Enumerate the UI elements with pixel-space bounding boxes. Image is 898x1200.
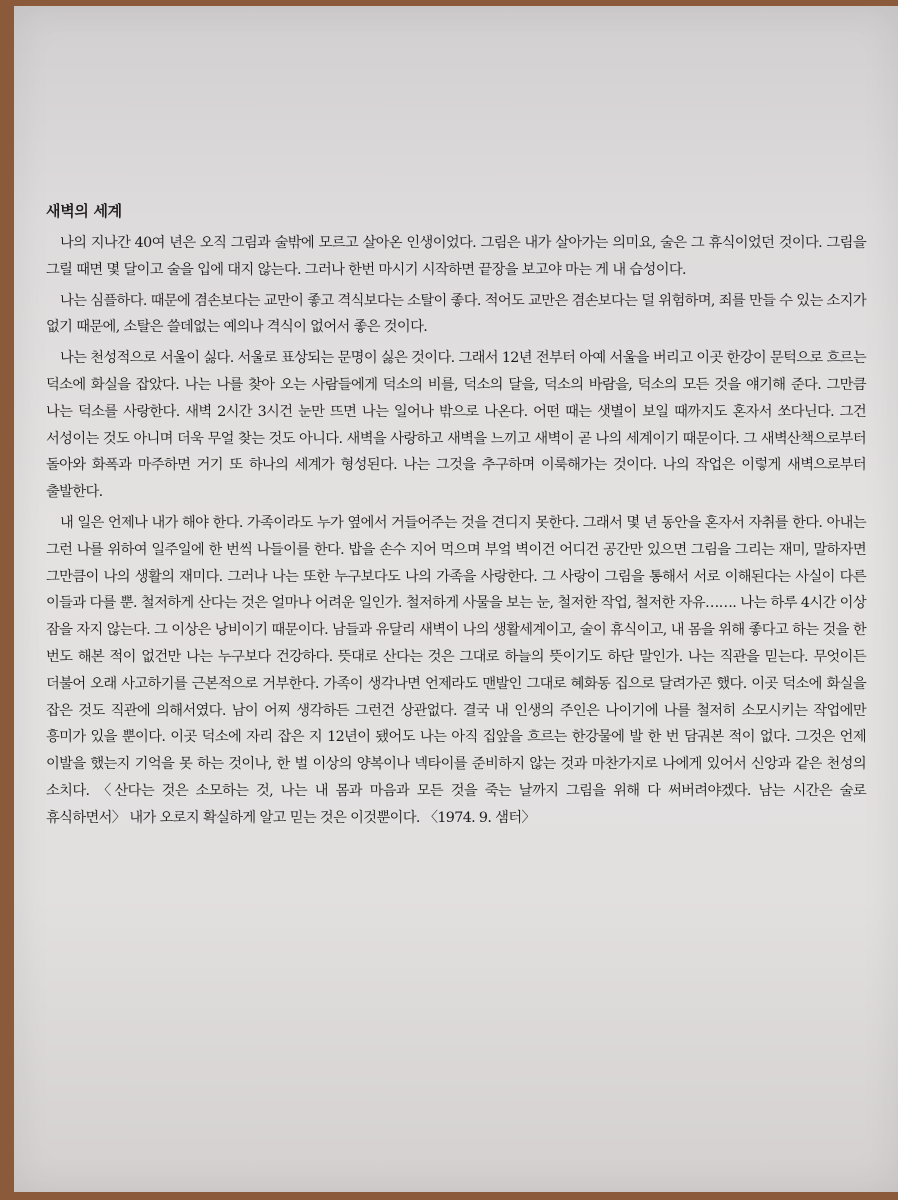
- paragraph-3: 나는 천성적으로 서울이 싫다. 서울로 표상되는 문명이 싫은 것이다. 그래서 12년 전부터 아예 서울을 버리고 이곳 한강이 문턱으로 흐르는 덕소에 화실을 잡았다. 나는 나를 찾아 오는 사람들에게 덕소의 비를, 덕소의 달을, 덕소의 바람을, 덕소의 모든 것을 얘기해 준다. 그만큼 나는 덕소를 사랑한다. 새벽 2시간 3시건 눈만 뜨면 나는 일어나 밖으로 나온다. 어떤 때는 샛별이 보일 때까지도 혼자서 쏘다닌다. 그건 서성이는 것도 아니며 더욱 무얼 찾는 것도 아니다. 새벽을 사랑하고 새벽을 느끼고 새벽이 곧 나의 세계이기 때문이다. 그 새벽산책으로부터 돌아와 화폭과 마주하면 거기 또 하나의 세계가 형성된다. 나는 그것을 추구하며 이룩해가는 것이다. 나의 작업은 이렇게 새벽으로부터 출발한다.: [46, 350, 866, 501]
- paragraph-2: 나는 심플하다. 때문에 겸손보다는 교만이 좋고 격식보다는 소탈이 좋다. 적어도 교만은 겸손보다는 덜 위험하며, 죄를 만들 수 있는 소지가 없기 때문에, 소탈은 쓸데없는 예의나 격식이 없어서 좋은 것이다.: [46, 292, 866, 336]
- paper-page: [14, 6, 898, 1192]
- essay-text-block: [46, 198, 866, 836]
- paragraph-1: 나의 지나간 40여 년은 오직 그림과 술밖에 모르고 살아온 인생이었다. 그림은 내가 살아가는 의미요, 술은 그 휴식이었던 것이다. 그림을 그릴 때면 몇 달이고 술을 입에 대지 않는다. 그러나 한번 마시기 시작하면 끝장을 보고야 마는 게 내 습성이다.: [46, 235, 866, 278]
- essay-title: 새벽의 세계: [46, 202, 122, 220]
- paragraph-4: 내 일은 언제나 내가 해야 한다. 가족이라도 누가 옆에서 거들어주는 것을 견디지 못한다. 그래서 몇 년 동안을 혼자서 자취를 한다. 아내는 그런 나를 위하여 일주일에 한 번씩 나들이를 한다. 밥을 손수 지어 먹으며 부엌 벽이건 어디건 공간만 있으면 그림을 그리는 재미, 말하자면 그만큼이 나의 생활의 재미다. 그러나 나는 또한 누구보다도 나의 가족을 사랑한다. 그 사랑이 그림을 통해서 서로 이해된다는 사실이 다른 이들과 다를 뿐. 철저하게 산다는 것은 얼마나 어려운 일인가. 철저하게 사물을 보는 눈, 철저한 작업, 철저한 자유……. 나는 하루 4시간 이상 잠을 자지 않는다. 그 이상은 낭비이기 때문이다. 남들과 유달리 새벽이 나의 생활세계이고, 술이 휴식이고, 내 몸을 위해 좋다고 하는 것을 한 번도 해본 적이 없건만 나는 누구보다 건강하다. 뜻대로 산다는 것은 그대로 하늘의 뜻이기도 하단 말인가. 나는 직관을 믿는다. 무엇이든 더불어 오래 사고하기를 근본적으로 거부한다. 가족이 생각나면 언제라도 맨발인 그대로 혜화동 집으로 달려가곤 했다. 이곳 덕소에 화실을 잡은 것도 직관에 의해서였다. 남이 어찌 생각하든 그런건 상관없다. 결국 내 인생의 주인은 나이기에 나를 철저히 소모시키는 작업에만 흥미가 있을 뿐이다. 이곳 덕소에 자리 잡은 지 12년이 됐어도 나는 아직 집앞을 흐르는 한강물에 발 한 번 담궈본 적이 없다. 그것은 언제 이발을 했는지 기억을 못 하는 것이나, 한 벌 이상의 양복이나 넥타이를 준비하지 않는 것과 마찬가지로 나에게 있어서 신앙과 같은 천성의 소치다. 〈산다는 것은 소모하는 것, 나는 내 몸과 마음과 모든 것을 죽는 날까지 그림을 위해 다 써버려야겠다. 남는 시간은 술로 휴식하면서〉 내가 오로지 확실하게 알고 믿는 것은 이것뿐이다. 〈1974. 9. 샘터〉: [46, 514, 866, 826]
